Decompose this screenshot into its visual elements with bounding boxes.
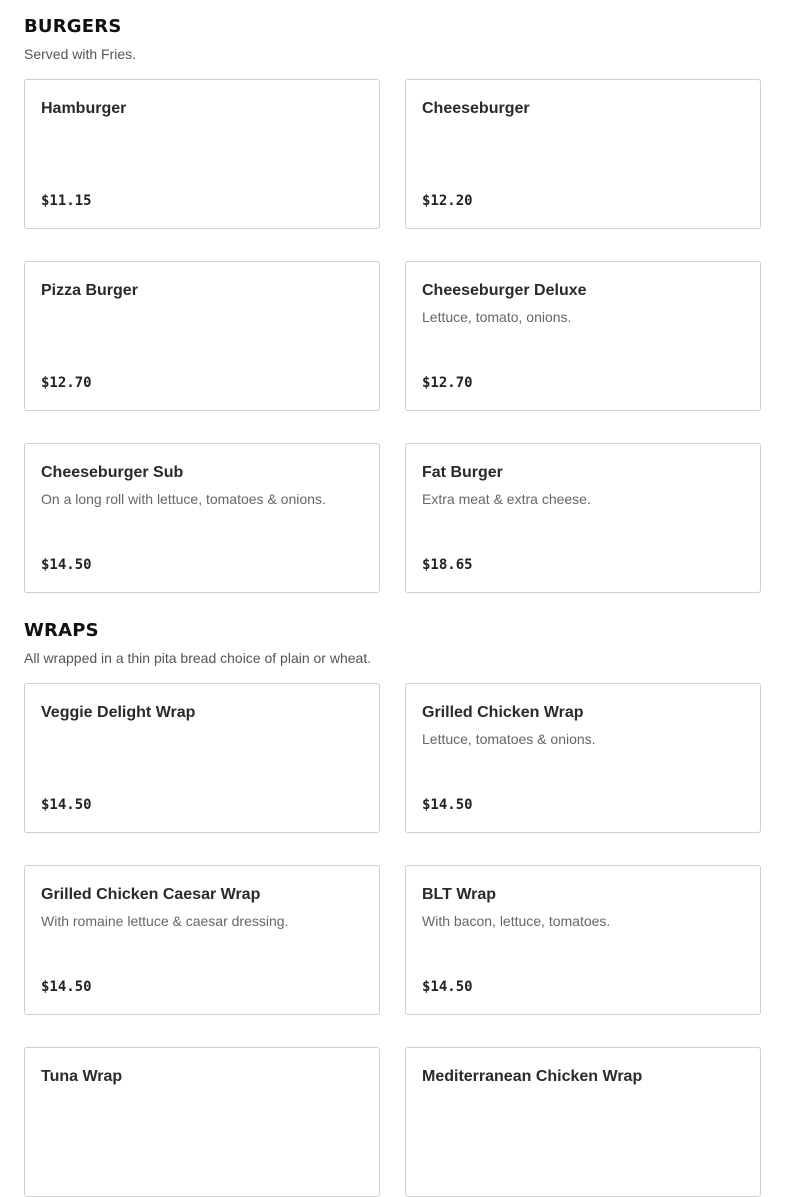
section-title: BURGERS: [24, 16, 122, 37]
menu-item-card[interactable]: [405, 683, 761, 833]
menu-item-grid: [24, 683, 761, 1197]
section-title: WRAPS: [24, 620, 99, 641]
section-description: All wrapped in a thin pita bread choice of plain or wheat.: [24, 650, 372, 666]
menu-item-price: $11.15: [41, 193, 92, 209]
menu-item-name: Grilled Chicken Wrap: [422, 704, 584, 721]
wraps-section: [24, 620, 761, 1197]
menu-item-card[interactable]: [24, 1047, 380, 1197]
menu-item-name: Fat Burger: [422, 464, 503, 481]
menu-item-price: $12.70: [41, 375, 92, 391]
menu-item-card[interactable]: [405, 79, 761, 229]
menu-item-card[interactable]: [24, 79, 380, 229]
menu-item-price: $12.70: [422, 375, 473, 391]
menu-item-card[interactable]: [24, 865, 380, 1015]
menu-item-description: With bacon, lettuce, tomatoes.: [422, 913, 611, 929]
menu-item-price: $12.20: [422, 193, 473, 209]
menu-item-name: Veggie Delight Wrap: [41, 704, 196, 721]
burgers-section: [24, 16, 761, 593]
menu-item-card[interactable]: [24, 443, 380, 593]
menu-item-price: $18.65: [422, 557, 473, 573]
menu-item-name: Tuna Wrap: [41, 1068, 123, 1085]
menu-item-name: Cheeseburger Deluxe: [422, 282, 587, 299]
menu-item-name: Mediterranean Chicken Wrap: [422, 1068, 643, 1085]
menu-item-name: Pizza Burger: [41, 282, 138, 299]
menu-item-name: Grilled Chicken Caesar Wrap: [41, 886, 261, 903]
menu-item-card[interactable]: [405, 261, 761, 411]
menu-item-description: Extra meat & extra cheese.: [422, 491, 591, 507]
menu-item-card[interactable]: [24, 261, 380, 411]
menu-item-name: Cheeseburger Sub: [41, 464, 184, 481]
menu-item-description: With romaine lettuce & caesar dressing.: [41, 913, 289, 929]
menu-item-name: Cheeseburger: [422, 100, 530, 117]
section-description: Served with Fries.: [24, 46, 137, 62]
menu-item-description: Lettuce, tomato, onions.: [422, 309, 572, 325]
menu-item-card[interactable]: [405, 1047, 761, 1197]
menu-item-price: $14.50: [41, 797, 92, 813]
menu-item-description: Lettuce, tomatoes & onions.: [422, 731, 596, 747]
menu-item-name: BLT Wrap: [422, 886, 497, 903]
menu-item-card[interactable]: [405, 865, 761, 1015]
menu-item-card[interactable]: [405, 443, 761, 593]
menu-item-name: Hamburger: [41, 100, 127, 117]
menu-item-price: $14.50: [422, 797, 473, 813]
menu-item-price: $14.50: [41, 557, 92, 573]
menu-item-card[interactable]: [24, 683, 380, 833]
menu-item-price: $14.50: [422, 979, 473, 995]
menu-item-grid: [24, 79, 761, 593]
menu-item-description: On a long roll with lettuce, tomatoes & onions.: [41, 491, 326, 507]
menu-item-price: $14.50: [41, 979, 92, 995]
